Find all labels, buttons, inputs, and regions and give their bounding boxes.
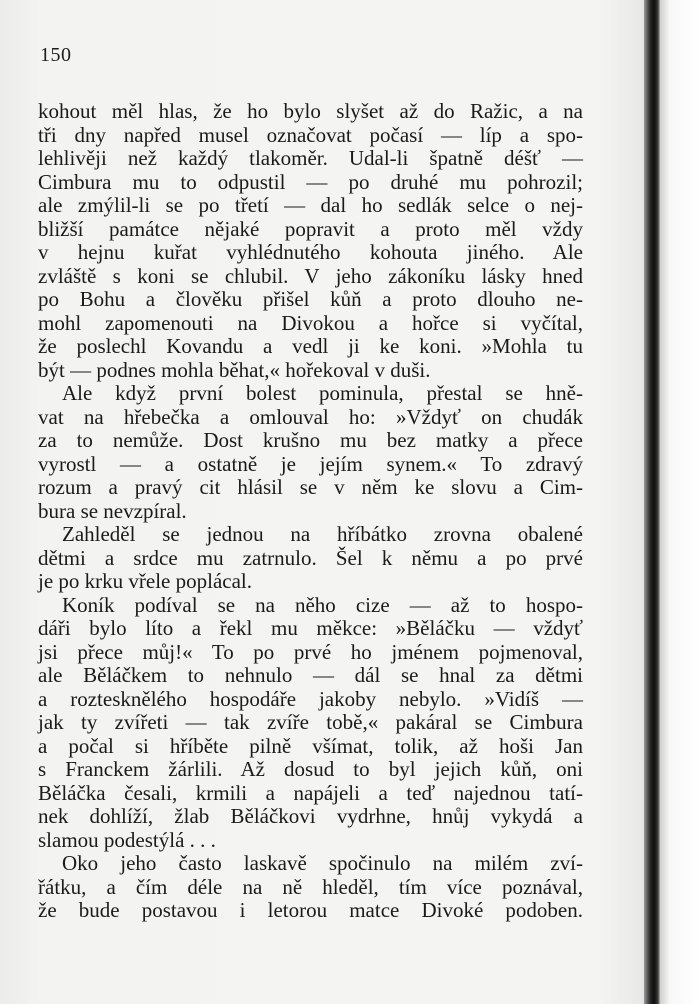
text-line: a roztesknělého hospodáře jakoby nebylo. »Vidíš —	[38, 686, 583, 711]
text-line: kohout měl hlas, že ho bylo slyšet až do Ražic, a na	[38, 99, 583, 123]
text-line: dětmi a srdce mu zatrnulo. Šel k němu a po prvé	[38, 545, 583, 570]
text-line: Běláčka česali, krmili a napájeli a teď najednou tatí-	[38, 780, 583, 805]
text-line: Cimbura mu to odpustil — po druhé mu pohrozil;	[38, 169, 583, 194]
text-line: s Franckem žárlili. Až dosud to byl jejich kůň, oni	[38, 757, 583, 781]
text-line: rozum a pravý cit hlásil se v něm ke slovu a Cim-	[38, 475, 583, 499]
text-line: jak ty zvířeti — tak zvíře tobě,« pakáral se Cimbura	[38, 710, 583, 734]
text-line: být — podnes mohla běhat,« hořekoval v duši.	[38, 357, 431, 382]
page-number: 150	[40, 44, 72, 66]
text-line: mohl zapomenouti na Divokou a hořce si vyčítal,	[38, 310, 583, 335]
text-line: po Bohu a člověku přišel kůň a proto dlouho ne-	[38, 287, 583, 311]
text-line: vat na hřebečka a omlouval ho: »Vždyť on chudák	[38, 404, 583, 429]
text-line: tři dny napřed musel označovat počasí — líp a spo-	[38, 122, 583, 147]
text-line: Zahleděl se jednou na hříbátko zrovna obalené	[62, 522, 583, 546]
text-line: je po krku vřele poplácal.	[38, 569, 252, 593]
next-page-edge	[660, 0, 700, 1004]
body-text	[38, 100, 583, 923]
text-line: bura se nevzpíral.	[38, 498, 187, 523]
text-line: a počal si hříběte pilně všímat, tolik, až hoši Jan	[38, 733, 583, 758]
text-line: lehlivěji než každý tlakoměr. Udal-li špatně déšť —	[38, 146, 583, 170]
text-line: v hejnu kuřat vyhlédnutého kohouta jiného. Ale	[38, 240, 583, 264]
text-line: slamou podestýlá . . .	[38, 827, 216, 852]
text-line: za to nemůže. Dost krušno mu bez matky a přece	[38, 428, 583, 452]
text-line: řátku, a čím déle na ně hleděl, tím více poznával,	[38, 874, 583, 899]
text-line: ale Běláčkem to nehnulo — dál se hnal za dětmi	[38, 663, 583, 687]
text-line: Ale když první bolest pominula, přestal se hně-	[62, 381, 583, 405]
text-line: nek dohlíží, žlab Běláčkovi vydrhne, hnůj vykydá a	[38, 804, 583, 828]
text-line: dáři bylo líto a řekl mu měkce: »Běláčku — vždyť	[38, 616, 583, 640]
text-line: že bude postavou i letorou matce Divoké podoben.	[38, 898, 583, 922]
text-line: vyrostl — a ostatně je jejím synem.« To zdravý	[38, 451, 583, 476]
text-line: Koník podíval se na něho cize — až to hospo-	[62, 592, 583, 617]
text-line: bližší památce nějaké popravit a proto měl vždy	[38, 216, 583, 241]
text-line: že poslechl Kovandu a vedl ji ke koni. »Mohla tu	[38, 334, 583, 358]
text-line: ale zmýlil-li se po třetí — dal ho sedlák selce o nej-	[38, 193, 583, 217]
text-line: jsi přece můj!« To po prvé ho jménem pojmenoval,	[38, 639, 583, 664]
text-line: zvláště s koni se chlubil. V jeho zákoníku lásky hned	[38, 263, 583, 288]
text-line: Oko jeho často laskavě spočinulo na milém zví-	[62, 851, 583, 875]
book-spine-shadow	[644, 0, 660, 1004]
